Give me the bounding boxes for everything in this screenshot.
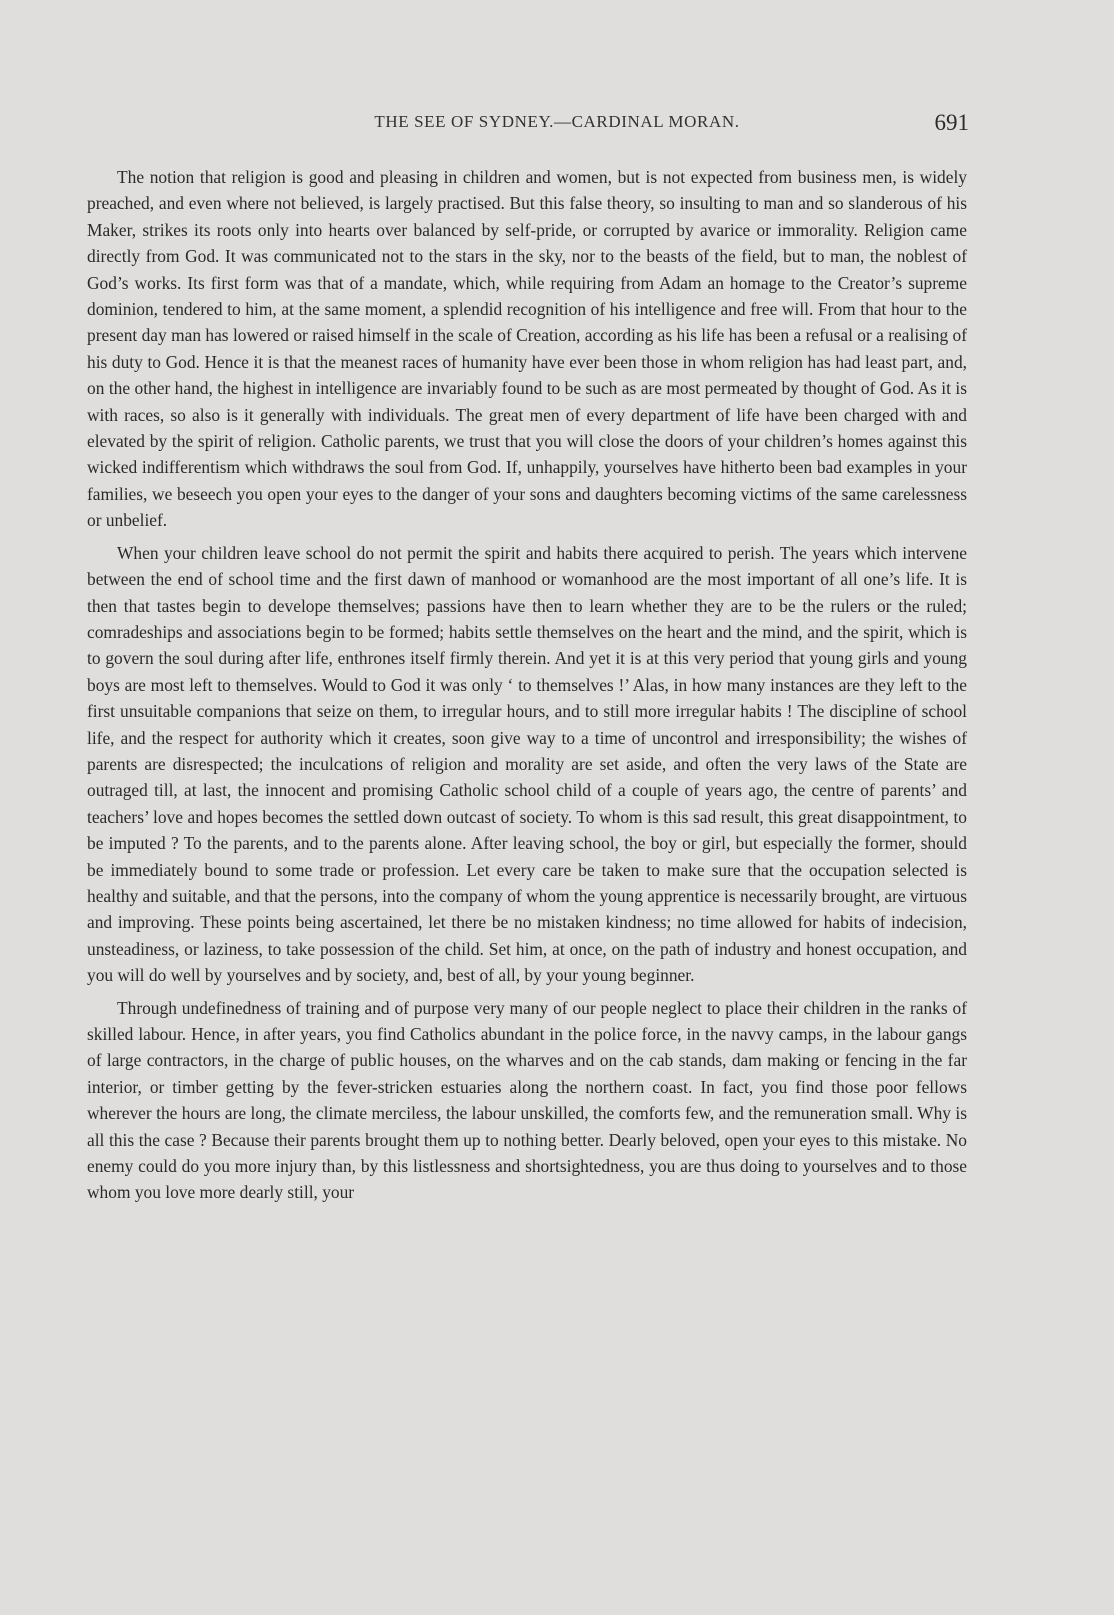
paragraph-religion: The notion that religion is good and pleasing in children and women, but is not expected from business men, is widely preached, and even where not believed, is largely practised. But this false theory, so insulting to man and so slanderous of his Maker, strikes its roots only into hearts over balanced by self-pride, or corrupted by avarice or immorality. Religion came directly from God. It was communicated not to the stars in the sky, nor to the beasts of the field, but to man, the noblest of God’s works. Its first form was that of a mandate, which, while requiring from Adam an homage to the Creator’s supreme dominion, tendered to him, at the same moment, a splendid recognition of his intelligence and free will. From that hour to the present day man has lowered or raised himself in the scale of Creation, according as his life has been a refusal or a realising of his duty to God. Hence it is that the meanest races of humanity have ever been those in whom religion has had least part, and, on the other hand, the highest in intelligence are invariably found to be such as are most permeated by thought of God. As it is with races, so also is it generally with individuals. The great men of every department of life have been charged with and elevated by the spirit of religion. Catholic parents, we trust that you will close the doors of your children’s homes against this wicked indifferentism which withdraws the soul from God. If, unhappily, yourselves have hitherto been bad examples in your families, we beseech you open your eyes to the danger of your sons and daughters becoming victims of the same carelessness or unbelief.	[87, 167, 967, 531]
paragraph-skilled-labour: Through undefinedness of training and of purpose very many of our people neglect to place their children in the ranks of skilled labour. Hence, in after years, you find Catholics abundant in the police force, in the navvy camps, in the labour gangs of large contractors, in the charge of public houses, on the wharves and on the cab stands, dam making or fencing in the far interior, or timber getting by the fever-stricken estuaries along the northern coast. In fact, you find those poor fellows wherever the hours are long, the climate merciless, the labour unskilled, the comforts few, and the remuneration small. Why is all this the case ? Because their parents brought them up to nothing better. Dearly beloved, open your eyes to this mistake. No enemy could do you more injury than, by this listlessness and shortsightedness, you are thus doing to yourselves and to those whom you love more dearly still, your	[87, 997, 967, 1203]
page-number: 691	[934, 110, 969, 135]
paragraph-leaving-school: When your children leave school do not permit the spirit and habits there acquired to perish. The years which intervene between the end of school time and the first dawn of manhood or womanhood are the most important of all one’s life. It is then that tastes begin to develope themselves; passions have then to learn whether they are to be the rulers or the ruled; comradeships and associations begin to be formed; habits settle themselves on the heart and the mind, and the spirit, which is to govern the soul during after life, enthrones itself firmly therein. And yet it is at this very period that young girls and young boys are most left to themselves. Would to God it was only ‘ to themselves !’ Alas, in how many instances are they left to the first unsuitable companions that seize on them, to irregular hours, and to still more irregular habits ! The discipline of school life, and the respect for authority which it creates, soon give way to a time of uncontrol and irresponsibility; the wishes of parents are disrespected; the inculcations of religion and morality are set aside, and often the very laws of the State are outraged till, at last, the innocent and promising Catholic school child of a couple of years ago, the centre of parents’ and teachers’ love and hopes becomes the settled down outcast of society. To whom is this sad result, this great disappointment, to be imputed ? To the parents, and to the parents alone. After leaving school, the boy or girl, but especially the former, should be immediately bound to some trade or profession. Let every care be taken to make sure that the occupation selected is healthy and suitable, and that the persons, into the company of whom the young apprentice is necessarily brought, are virtuous and improving. These points being ascertained, let there be no mistaken kindness; no time allowed for habits of indecision, unsteadiness, or laziness, to take possession of the child. Set him, at once, on the path of industry and honest occupation, and you will do well by yourselves and by society, and, best of all, by your young beginner.	[87, 542, 967, 986]
body-text	[87, 164, 967, 1212]
running-head: THE SEE OF SYDNEY.—CARDINAL MORAN.	[374, 112, 740, 131]
